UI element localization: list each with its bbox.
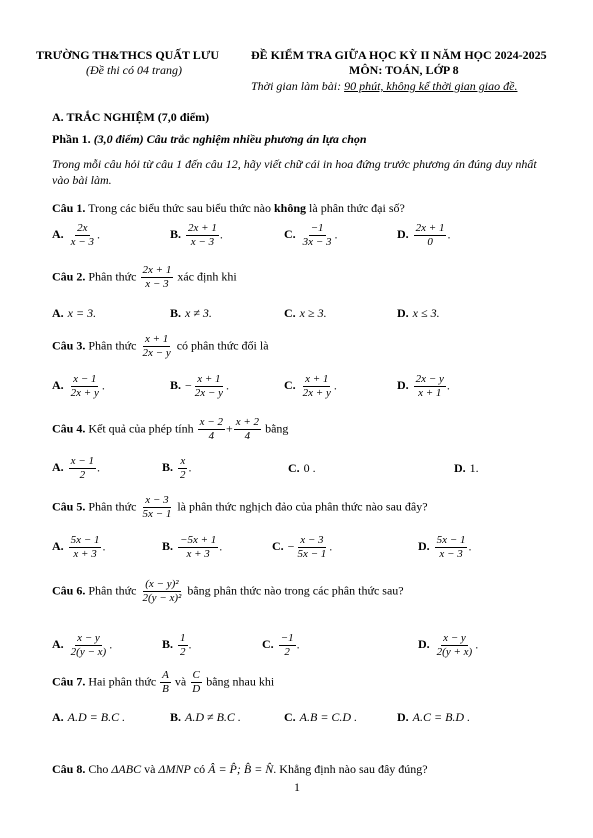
fraction (69, 632, 109, 659)
question-label: Câu 2. (52, 269, 86, 284)
question-5 (52, 494, 428, 521)
question-3 (52, 333, 269, 360)
q7-option-b[interactable] (170, 710, 241, 725)
question-7 (52, 669, 274, 696)
question-1 (52, 201, 405, 216)
fraction (301, 222, 334, 249)
question-8 (52, 762, 428, 777)
q2-option-b[interactable] (170, 306, 212, 321)
fraction (414, 373, 446, 400)
q3-option-d[interactable]: D. $\frac{2x - y}{x + 1}$ . (397, 373, 450, 399)
numerator: x − 3 (145, 494, 169, 506)
option-letter: D. (397, 710, 409, 724)
option-value: x ≠ 3. (185, 306, 212, 320)
fraction (193, 373, 225, 400)
fraction (160, 669, 171, 696)
fraction (141, 333, 173, 360)
numerator: (x − y)² (145, 578, 179, 590)
fraction (279, 632, 296, 659)
numerator: x − 3 (300, 534, 324, 546)
fraction (69, 222, 96, 249)
denominator: 0 (427, 236, 433, 248)
option-letter: D. (397, 227, 409, 242)
q2-option-c[interactable] (284, 306, 327, 321)
question-4: Câu 4. Kết quả của phép tính $\frac{x - 2}{4}$ + $\frac{x + 2}{4}$ bằng (52, 416, 289, 442)
fraction (234, 416, 261, 443)
option-letter: C. (284, 306, 296, 320)
fraction (414, 222, 447, 249)
q6-option-a[interactable]: A. $\frac{x - y}{2(y - x)}$ . (52, 632, 113, 658)
numerator: −1 (280, 632, 294, 644)
school-name: TRƯỜNG TH&THCS QUẤT LƯU (36, 48, 220, 62)
question-text: và (144, 762, 156, 776)
numerator: x + 2 (235, 416, 260, 428)
option-value: x ≥ 3. (299, 306, 327, 320)
q2-option-d[interactable] (397, 306, 440, 321)
question-text: bằng nhau khi (206, 674, 275, 689)
q4-option-c[interactable] (288, 461, 316, 476)
option-value: A.D ≠ B.C . (185, 710, 241, 724)
option-value: A.D = B.C . (67, 710, 126, 724)
denominator: 2 (180, 646, 186, 658)
option-letter: B. (170, 710, 182, 724)
q2-option-a[interactable] (52, 306, 96, 321)
option-value: A.C = B.D . (412, 710, 471, 724)
option-letter: A. (52, 306, 64, 320)
q7-option-a[interactable] (52, 710, 125, 725)
option-letter: C. (262, 637, 274, 652)
q5-option-c[interactable]: C. − $\frac{x - 3}{5x - 1}$ . (272, 534, 333, 560)
q3-option-c[interactable]: C. $\frac{x + 1}{2x + y}$ . (284, 373, 337, 399)
question-2 (52, 264, 237, 291)
numerator: 2x + 1 (142, 264, 172, 276)
question-text: Phân thức (88, 338, 137, 353)
option-letter: B. (162, 460, 174, 475)
denominator: B (162, 683, 169, 695)
fraction (178, 534, 218, 561)
option-letter: B. (170, 378, 182, 393)
question-text: Phân thức (88, 269, 137, 284)
question-text: xác định khi (177, 269, 237, 284)
option-letter: A. (52, 539, 64, 554)
fraction (69, 373, 101, 400)
q3-option-b[interactable]: B. − $\frac{x + 1}{2x - y}$ . (170, 373, 229, 399)
q4-option-d[interactable] (454, 461, 479, 476)
option-letter: C. (284, 378, 296, 393)
fraction (178, 455, 188, 482)
denominator: 2 (284, 646, 290, 658)
question-text: bằng phân thức nào trong các phân thức sau? (187, 583, 404, 598)
denominator: 5x − 1 (297, 548, 327, 560)
numerator: 2x + 1 (415, 222, 445, 234)
denominator: 4 (208, 430, 215, 442)
triangle-mnp: ΔMNP (158, 762, 191, 776)
denominator: D (192, 683, 201, 695)
option-letter: A. (52, 378, 64, 393)
denominator: 4 (244, 430, 251, 442)
option-letter: D. (397, 306, 409, 320)
question-label: Câu 4. (52, 421, 86, 436)
option-value: 0 . (303, 461, 316, 475)
numerator: 1 (180, 632, 186, 644)
option-letter: D. (454, 461, 466, 475)
q6-option-d[interactable]: D. $\frac{x - y}{2(y + x)}$ . (418, 632, 479, 658)
denominator: x − 3 (70, 236, 94, 248)
option-value: x ≤ 3. (412, 306, 440, 320)
numerator: x + 1 (305, 373, 329, 385)
option-letter: C. (272, 539, 284, 554)
section-title (52, 110, 209, 125)
option-value: A.B = C.D . (299, 710, 358, 724)
denominator: 2x + y (302, 387, 331, 399)
question-text: Hai phân thức (88, 674, 157, 689)
option-letter: C. (288, 461, 300, 475)
numerator: 5x − 1 (436, 534, 466, 546)
numerator: 2x (77, 222, 88, 234)
option-letter: B. (162, 539, 174, 554)
denominator: x − 3 (145, 278, 169, 290)
q6-option-b[interactable]: B. $\frac{1}{2}$ . (162, 632, 192, 658)
question-text: và (174, 674, 187, 689)
numerator: x + 1 (144, 333, 169, 345)
option-letter: B. (170, 306, 182, 320)
q4-option-b[interactable]: B. $\frac{x}{2}$ . (162, 455, 192, 481)
angle-condition: Â = P̂; B̂ = N̂ (208, 762, 274, 776)
instruction-text: Trong mỗi câu hỏi từ câu 1 đến câu 12, hãy viết chữ cái in hoa đứng trước phương án đúng duy nhất vào bài làm. (52, 157, 537, 187)
fraction (178, 632, 188, 659)
option-letter: B. (170, 227, 182, 242)
exam-title: ĐỀ KIỂM TRA GIỮA HỌC KỲ II NĂM HỌC 2024-2025 (251, 48, 547, 62)
fraction (69, 455, 96, 482)
question-text: có phân thức đối là (176, 338, 269, 353)
q4-option-a[interactable]: A. $\frac{x - 1}{2}$ . (52, 455, 100, 481)
denominator: 2x − y (142, 347, 171, 359)
fraction (198, 416, 225, 443)
q5-option-a[interactable]: A. $\frac{5x - 1}{x + 3}$ . (52, 534, 106, 560)
part-number: Phần 1. (52, 132, 91, 146)
numerator: −5x + 1 (180, 534, 217, 546)
option-letter: C. (284, 227, 296, 242)
question-text: là phân thức nghịch đảo của phân thức nào sau đây? (177, 499, 428, 514)
option-letter: A. (52, 460, 64, 475)
numerator: x − 1 (70, 455, 94, 467)
question-label: Câu 3. (52, 338, 86, 353)
question-text: Cho (88, 762, 109, 776)
q6-option-c[interactable]: C. $\frac{-1}{2}$ . (262, 632, 300, 658)
fraction (186, 222, 219, 249)
question-text: có (193, 762, 206, 776)
denominator: 2x − y (194, 387, 223, 399)
question-text: Phân thức (88, 583, 137, 598)
section-a-label: A. TRẮC NGHIỆM (7,0 điểm) (52, 110, 210, 124)
question-text: . Khẳng định nào sau đây đúng? (273, 762, 428, 776)
fraction (141, 578, 184, 605)
question-label: Câu 5. (52, 499, 86, 514)
numerator: x − y (443, 632, 466, 644)
numerator: 5x − 1 (70, 534, 100, 546)
option-letter: A. (52, 227, 64, 242)
question-6 (52, 578, 404, 605)
denominator: x + 3 (186, 548, 210, 560)
question-label: Câu 6. (52, 583, 86, 598)
numerator: C (192, 669, 200, 681)
question-text: Phân thức (88, 499, 137, 514)
q1-option-d[interactable]: D. $\frac{2x + 1}{0}$ . (397, 222, 451, 248)
option-letter: C. (284, 710, 296, 724)
denominator: 2(y − x)² (142, 592, 182, 604)
fraction (69, 534, 102, 561)
q5-option-d[interactable]: D. $\frac{5x - 1}{x - 3}$ . (418, 534, 472, 560)
part-title (52, 132, 367, 147)
fraction (141, 494, 174, 521)
question-label: Câu 7. (52, 674, 86, 689)
fraction (295, 534, 328, 561)
numerator: x − y (77, 632, 100, 644)
numerator: 2x − y (415, 373, 444, 385)
denominator: x − 3 (190, 236, 215, 248)
subject-title: MÔN: TOÁN, LỚP 8 (349, 63, 459, 77)
q3-option-a[interactable]: A. $\frac{x - 1}{2x + y}$ . (52, 373, 105, 399)
fraction (190, 669, 202, 696)
numerator: x (180, 455, 186, 467)
time-info (251, 79, 517, 94)
option-letter: A. (52, 637, 64, 652)
page-count-note: (Đề thi có 04 trang) (86, 63, 182, 77)
fraction (301, 373, 333, 400)
time-prefix: Thời gian làm bài: (251, 79, 342, 93)
numerator: 2x + 1 (188, 222, 217, 234)
time-value: 90 phút, không kể thời gian giao đề. (344, 79, 518, 93)
numerator: x + 1 (197, 373, 221, 385)
option-letter: A. (52, 710, 64, 724)
denominator: 2 (180, 469, 186, 481)
page-number: 1 (294, 780, 300, 794)
option-letter: D. (418, 539, 430, 554)
question-label: Câu 1. (52, 201, 86, 215)
option-value: 1. (469, 461, 479, 475)
triangle-abc: ΔABC (111, 762, 142, 776)
part-description: (3,0 điểm) Câu trắc nghiệm nhiều phương án lựa chọn (93, 132, 367, 146)
denominator: 2x + y (70, 387, 99, 399)
option-letter: B. (162, 637, 174, 652)
question-emphasis: không (274, 201, 307, 215)
question-text: bằng (265, 421, 289, 436)
option-letter: D. (418, 637, 430, 652)
fraction (435, 632, 475, 659)
denominator: x − 3 (439, 548, 463, 560)
question-text: Trong các biểu thức sau biểu thức nào (88, 201, 271, 215)
numerator: A (162, 669, 169, 681)
q5-option-b[interactable]: B. $\frac{-5x + 1}{x + 3}$ . (162, 534, 223, 560)
q1-option-a[interactable]: A. $\frac{2x}{x - 3}$ . (52, 222, 100, 248)
q1-option-b[interactable]: B. $\frac{2x + 1}{x - 3}$ . (170, 222, 223, 248)
numerator: x − 2 (199, 416, 223, 428)
numerator: x − 1 (73, 373, 97, 385)
denominator: 2(y − x) (70, 646, 107, 658)
fraction (435, 534, 468, 561)
question-label: Câu 8. (52, 762, 86, 776)
question-text: là phân thức đại số? (309, 201, 405, 215)
numerator: −1 (310, 222, 324, 234)
q7-option-d[interactable] (397, 710, 470, 725)
denominator: 3x − 3 (302, 236, 332, 248)
denominator: x + 1 (418, 387, 442, 399)
denominator: 2 (79, 469, 86, 481)
option-value: x = 3. (67, 306, 97, 320)
denominator: x + 3 (73, 548, 97, 560)
denominator: 5x − 1 (142, 508, 172, 520)
fraction (141, 264, 174, 291)
question-text: Kết quả của phép tính (88, 421, 194, 436)
q1-option-c[interactable]: C. $\frac{-1}{3x - 3}$ . (284, 222, 338, 248)
option-letter: D. (397, 378, 409, 393)
q7-option-c[interactable] (284, 710, 357, 725)
denominator: 2(y + x) (436, 646, 473, 658)
